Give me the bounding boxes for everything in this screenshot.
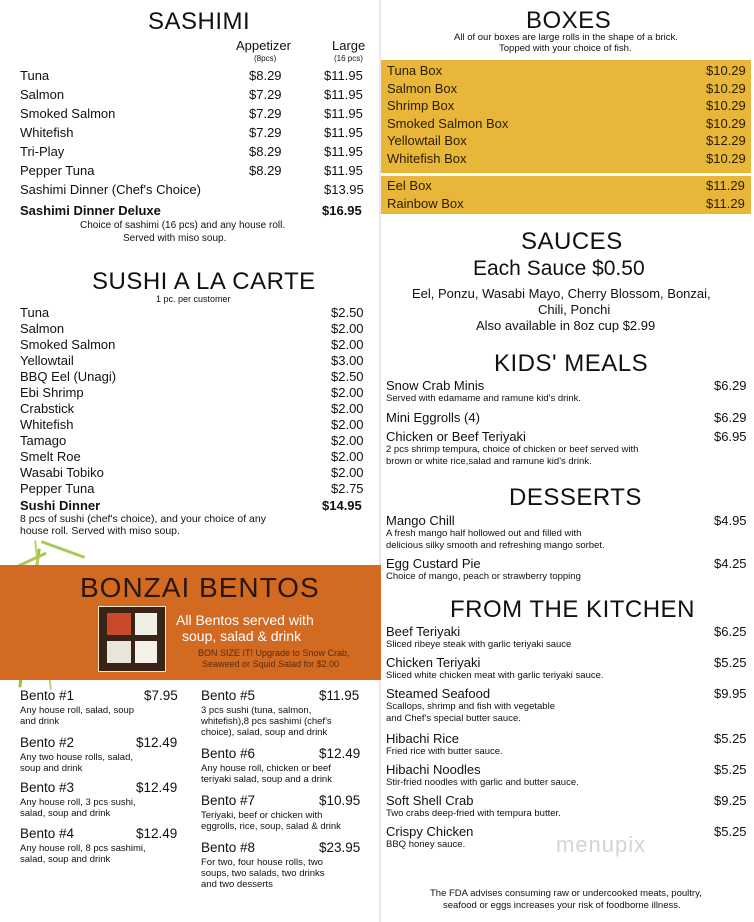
sashimi-large-price: $11.95 xyxy=(324,68,363,83)
bento-desc: For two, four house rolls, two xyxy=(201,857,323,868)
bento-desc: Any house roll, 3 pcs sushi, xyxy=(20,797,136,808)
sashimi-dinner-name: Sashimi Dinner (Chef's Choice) xyxy=(20,182,201,197)
kitchen-item-name: Hibachi Rice xyxy=(386,731,459,746)
kids-item-desc: Served with edamame and ramune kid's drink. xyxy=(386,393,582,404)
sushi-item-name: Tamago xyxy=(20,433,67,448)
bento-name: Bento #5 xyxy=(201,688,256,703)
bento-desc: whitefish),8 pcs sashimi (chef's xyxy=(201,716,332,727)
sashimi-deluxe-name: Sashimi Dinner Deluxe xyxy=(20,203,161,218)
sushi-dinner-desc-2: house roll. Served with miso soup. xyxy=(20,525,180,537)
sashimi-large-price: $11.95 xyxy=(324,87,363,102)
desserts-title: DESSERTS xyxy=(509,484,642,511)
bento-price: $12.49 xyxy=(136,735,178,750)
bento-desc: and two desserts xyxy=(201,879,273,890)
sushi-item-name: Pepper Tuna xyxy=(20,481,95,496)
kitchen-item-price: $9.25 xyxy=(714,793,747,808)
sushi-item-price: $2.00 xyxy=(331,433,364,448)
sushi-item-price: $3.00 xyxy=(331,353,364,368)
box-item-price: $10.29 xyxy=(706,98,746,113)
bento-desc: salad, soup and drink xyxy=(20,808,111,819)
kids-item-price: $6.95 xyxy=(714,429,747,444)
kitchen-item-desc: Scallops, shrimp and fish with vegetable xyxy=(386,701,555,712)
kitchen-item-name: Beef Teriyaki xyxy=(386,624,461,639)
sauces-cup-note: Also available in 8oz cup $2.99 xyxy=(476,318,656,333)
kitchen-item-name: Chicken Teriyaki xyxy=(386,655,481,670)
sashimi-item-name: Whitefish xyxy=(20,125,74,140)
kids-item-price: $6.29 xyxy=(714,410,747,425)
sushi-item-price: $2.00 xyxy=(331,465,364,480)
dessert-item-desc: delicious silky smooth and refreshing mango sorbet. xyxy=(386,540,605,551)
appetizer-subheader: (8pcs) xyxy=(254,54,277,63)
sushi-item-price: $2.00 xyxy=(331,337,364,352)
kitchen-item-name: Hibachi Noodles xyxy=(386,762,481,777)
bamboo-leaf-decoration xyxy=(41,540,85,559)
kitchen-item-name: Steamed Seafood xyxy=(386,686,491,701)
bento-desc: soup and drink xyxy=(20,763,83,774)
bentos-tagline-1: All Bentos served with xyxy=(176,612,314,628)
box-item-name: Salmon Box xyxy=(387,80,458,96)
sushi-dinner-name: Sushi Dinner xyxy=(20,498,101,513)
sashimi-deluxe-desc-2: Served with miso soup. xyxy=(123,233,227,244)
kitchen-item-price: $5.25 xyxy=(714,762,747,777)
sushi-item-price: $2.00 xyxy=(331,401,364,416)
dessert-item-name: Egg Custard Pie xyxy=(386,556,481,571)
bentos-upgrade-2: Seaweed or Squid Salad for $2.00 xyxy=(202,659,340,669)
sashimi-appetizer-price: $7.29 xyxy=(249,125,282,140)
bento-desc: Teriyaki, beef or chicken with xyxy=(201,810,323,821)
bento-desc: teriyaki salad, soup and a drink xyxy=(201,774,332,785)
bento-desc: soups, two salads, two drinks xyxy=(201,868,325,879)
kitchen-item-price: $9.95 xyxy=(714,686,747,701)
bento-name: Bento #4 xyxy=(20,826,75,841)
boxes-desc-2: Topped with your choice of fish. xyxy=(499,43,632,54)
sashimi-item-name: Smoked Salmon xyxy=(20,106,116,121)
dessert-item-desc: A fresh mango half hollowed out and filled with xyxy=(386,528,582,539)
kids-item-desc: 2 pcs shrimp tempura, choice of chicken or beef served with xyxy=(386,444,639,455)
kids-item-name: Chicken or Beef Teriyaki xyxy=(386,429,526,444)
bento-desc: Any two house rolls, salad, xyxy=(20,752,134,763)
kitchen-item-desc: Stir-fried noodles with garlic and butter sauce. xyxy=(386,777,579,788)
bento-price: $23.95 xyxy=(319,840,361,855)
boxes-desc-1: All of our boxes are large rolls in the shape of a brick. xyxy=(454,32,678,43)
bento-desc: Any house roll, 8 pcs sashimi, xyxy=(20,843,146,854)
sashimi-large-price: $11.95 xyxy=(324,106,363,121)
box-item-name: Eel Box xyxy=(387,178,432,193)
bento-name: Bento #7 xyxy=(201,793,256,808)
sashimi-appetizer-price: $7.29 xyxy=(249,106,282,121)
bento-desc: and drink xyxy=(20,716,60,727)
box-item-name: Shrimp Box xyxy=(387,98,455,113)
sashimi-large-price: $11.95 xyxy=(324,144,363,159)
kids-item-desc: brown or white rice,salad and ramune kid's drink. xyxy=(386,456,592,467)
kitchen-item-desc: BBQ honey sauce. xyxy=(386,839,466,850)
box-item-name: Rainbow Box xyxy=(387,196,464,211)
sushi-item-name: Salmon xyxy=(20,321,65,336)
kitchen-item-desc: Fried rice with butter sauce. xyxy=(386,746,503,757)
bento-price: $12.49 xyxy=(136,780,178,795)
box-item-price: $10.29 xyxy=(706,80,746,96)
bento-price: $12.49 xyxy=(319,746,361,761)
bento-price: $7.95 xyxy=(144,688,178,703)
sashimi-deluxe-price: $16.95 xyxy=(322,203,362,218)
sushi-item-price: $2.00 xyxy=(331,385,364,400)
box-item-price: $10.29 xyxy=(706,63,746,78)
large-subheader: (16 pcs) xyxy=(334,54,363,63)
sauces-list-1: Eel, Ponzu, Wasabi Mayo, Cherry Blossom, Bonzai, xyxy=(412,286,711,301)
sushi-item-price: $2.00 xyxy=(331,449,364,464)
boxes-title: BOXES xyxy=(526,7,612,34)
bento-name: Bento #8 xyxy=(201,840,256,855)
sushi-item-price: $2.00 xyxy=(331,417,364,432)
sushi-item-name: Smelt Roe xyxy=(20,449,81,464)
kitchen-item-price: $5.25 xyxy=(714,655,747,670)
bento-desc: Any house roll, salad, soup xyxy=(20,705,135,716)
bento-name: Bento #3 xyxy=(20,780,75,795)
menupix-watermark: menupix xyxy=(556,832,647,857)
kitchen-item-name: Soft Shell Crab xyxy=(386,793,474,808)
appetizer-header: Appetizer xyxy=(236,38,291,53)
sushi-item-price: $2.00 xyxy=(331,321,364,336)
kids-item-price: $6.29 xyxy=(714,378,747,393)
fda-notice-2: seafood or eggs increases your risk of foodborne illness. xyxy=(443,900,681,911)
bento-desc: choice), salad, soup and drink xyxy=(201,727,328,738)
kitchen-item-price: $6.25 xyxy=(714,624,747,639)
dessert-item-desc: Choice of mango, peach or strawberry topping xyxy=(386,571,581,582)
sushi-item-name: Whitefish xyxy=(20,417,74,432)
sashimi-item-name: Tri-Play xyxy=(20,144,65,159)
sushi-item-name: Crabstick xyxy=(20,401,75,416)
dessert-item-name: Mango Chill xyxy=(386,513,455,528)
bentos-title: BONZAI BENTOS xyxy=(80,572,320,603)
kitchen-item-desc: Two crabs deep-fried with tempura butter. xyxy=(386,808,561,819)
sashimi-item-name: Tuna xyxy=(20,68,50,83)
box-item-price: $12.29 xyxy=(706,133,746,148)
box-item-price: $10.29 xyxy=(706,150,746,166)
bentos-tagline-2: soup, salad & drink xyxy=(182,628,302,644)
box-item-name: Whitefish Box xyxy=(387,150,467,166)
bento-box-image xyxy=(98,606,166,672)
sashimi-appetizer-price: $7.29 xyxy=(249,87,282,102)
dessert-item-price: $4.95 xyxy=(714,513,747,528)
bento-name: Bento #6 xyxy=(201,746,256,761)
bento-price: $12.49 xyxy=(136,826,178,841)
bento-price: $11.95 xyxy=(319,688,360,703)
kitchen-item-price: $5.25 xyxy=(714,824,747,839)
sauces-each-price: Each Sauce $0.50 xyxy=(473,257,645,280)
kitchen-item-name: Crispy Chicken xyxy=(386,824,474,839)
bento-name: Bento #2 xyxy=(20,735,75,750)
sushi-item-name: Smoked Salmon xyxy=(20,337,116,352)
box-item-name: Yellowtail Box xyxy=(387,133,467,148)
large-header: Large xyxy=(332,38,366,53)
bentos-upgrade-1: BON SIZE IT! Upgrade to Snow Crab, xyxy=(198,648,350,658)
box-item-name: Smoked Salmon Box xyxy=(387,115,509,131)
kitchen-item-desc: and Chef's special butter sauce. xyxy=(386,713,521,724)
bento-name: Bento #1 xyxy=(20,688,75,703)
box-item-price: $11.29 xyxy=(706,178,745,193)
sushi-item-price: $2.75 xyxy=(331,481,364,496)
sashimi-appetizer-price: $8.29 xyxy=(249,144,282,159)
sashimi-large-price: $11.95 xyxy=(324,163,363,178)
sushi-item-price: $2.50 xyxy=(331,305,364,320)
sushi-item-name: BBQ Eel (Unagi) xyxy=(20,369,117,384)
sushi-item-price: $2.50 xyxy=(331,369,364,384)
kids-item-name: Snow Crab Minis xyxy=(386,378,485,393)
kids-item-name: Mini Eggrolls (4) xyxy=(386,410,480,425)
sushi-subtitle: 1 pc. per customer xyxy=(156,294,231,304)
sashimi-deluxe-desc-1: Choice of sashimi (16 pcs) and any house roll. xyxy=(80,220,286,231)
sashimi-appetizer-price: $8.29 xyxy=(249,68,282,83)
sashimi-item-name: Pepper Tuna xyxy=(20,163,95,178)
bento-desc: salad, soup and drink xyxy=(20,854,111,865)
fda-notice-1: The FDA advises consuming raw or undercooked meats, poultry, xyxy=(430,888,702,899)
sushi-dinner-desc-1: 8 pcs of sushi (chef's choice), and your choice of any xyxy=(20,513,266,525)
sushi-item-name: Ebi Shrimp xyxy=(20,385,84,400)
kids-title: KIDS' MEALS xyxy=(494,350,649,377)
kitchen-title: FROM THE KITCHEN xyxy=(450,596,695,623)
box-item-name: Tuna Box xyxy=(387,63,443,78)
sauces-title: SAUCES xyxy=(521,228,623,255)
sushi-dinner-price: $14.95 xyxy=(322,498,362,513)
dessert-item-price: $4.25 xyxy=(714,556,747,571)
sauces-list-2: Chili, Ponchi xyxy=(538,302,611,317)
sushi-item-name: Yellowtail xyxy=(20,353,74,368)
sashimi-large-price: $11.95 xyxy=(324,125,363,140)
sushi-title: SUSHI A LA CARTE xyxy=(92,268,316,295)
sushi-item-name: Wasabi Tobiko xyxy=(20,465,104,480)
bento-desc: eggrolls, rice, soup, salad & drink xyxy=(201,821,341,832)
box-item-price: $10.29 xyxy=(706,115,746,131)
box-item-price: $11.29 xyxy=(706,196,745,211)
kitchen-item-price: $5.25 xyxy=(714,731,747,746)
sashimi-appetizer-price: $8.29 xyxy=(249,163,282,178)
bento-price: $10.95 xyxy=(319,793,361,808)
kitchen-item-desc: Sliced white chicken meat with garlic teriyaki sauce. xyxy=(386,670,604,681)
bento-desc: Any house roll, chicken or beef xyxy=(201,763,331,774)
bento-desc: 3 pcs sushi (tuna, salmon, xyxy=(201,705,312,716)
sashimi-dinner-price: $13.95 xyxy=(324,182,364,197)
kitchen-item-desc: Sliced ribeye steak with garlic teriyaki sauce xyxy=(386,639,572,650)
sashimi-item-name: Salmon xyxy=(20,87,65,102)
sashimi-title: SASHIMI xyxy=(148,8,251,35)
sushi-item-name: Tuna xyxy=(20,305,50,320)
